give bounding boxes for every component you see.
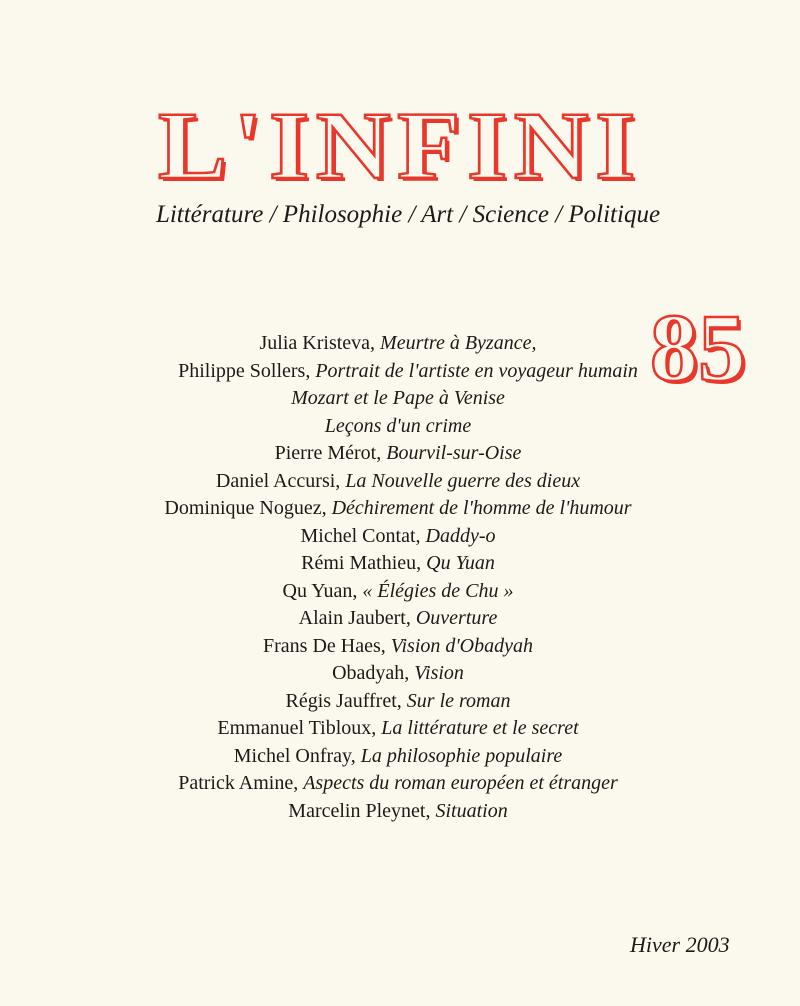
contents-entry: [0, 688, 796, 716]
contents-entry: [0, 495, 796, 523]
entry-work: La Nouvelle guerre des dieux: [345, 469, 581, 492]
contents-entry: [0, 578, 796, 606]
entry-author: Michel Contat,: [300, 524, 426, 547]
contents-entry: [0, 358, 796, 386]
entry-author: Frans De Haes,: [263, 634, 391, 657]
contents-entry: [0, 330, 796, 358]
entry-work: Leçons d'un crime: [324, 414, 472, 437]
entry-work: Déchirement de l'homme de l'humour: [331, 497, 632, 519]
contents-entry: [0, 440, 796, 468]
entry-author: Dominique Noguez,: [164, 497, 332, 519]
entry-work: Ouverture: [415, 607, 498, 629]
contents-entry: [0, 385, 796, 413]
table-of-contents: [0, 330, 796, 825]
entry-work: Vision d'Obadyah: [390, 634, 533, 657]
issue-number: 85: [650, 294, 746, 401]
entry-work: Meurtre à Byzance,: [380, 332, 537, 354]
entry-work: Sur le roman: [406, 689, 511, 712]
entry-author: Alain Jaubert,: [298, 607, 416, 629]
contents-entry: [0, 605, 796, 633]
entry-work: Aspects du roman européen et étranger: [303, 772, 618, 794]
entry-work: Portrait de l'artiste en voyageur humain: [315, 359, 638, 382]
entry-author: Pierre Mérot,: [274, 442, 387, 464]
contents-entry: [0, 633, 796, 661]
contents-entry: [0, 798, 796, 826]
entry-author: Marcelin Pleynet,: [288, 799, 436, 822]
entry-author: Qu Yuan,: [282, 579, 363, 602]
entry-work: Vision: [414, 662, 464, 684]
entry-author: Emmanuel Tibloux,: [217, 717, 382, 739]
entry-author: Julia Kristeva,: [259, 332, 381, 354]
entry-author: Philippe Sollers,: [178, 359, 316, 382]
entry-work: Situation: [435, 799, 508, 822]
magazine-title: L'INFINI: [158, 92, 642, 199]
contents-entry: [0, 743, 796, 771]
contents-entry: [0, 413, 796, 441]
entry-author: Patrick Amine,: [178, 772, 304, 794]
entry-work: Bourvil-sur-Oise: [386, 442, 522, 464]
issue-season: Hiver 2003: [630, 932, 730, 957]
entry-work: « Élégies de Chu »: [362, 579, 514, 602]
entry-author: Daniel Accursi,: [215, 469, 346, 492]
entry-author: Obadyah,: [332, 662, 415, 684]
entry-author: Rémi Mathieu,: [301, 552, 427, 574]
contents-entry: [0, 523, 796, 551]
contents-entry: [0, 660, 796, 688]
contents-entry: [0, 468, 796, 496]
entry-work: Qu Yuan: [426, 552, 495, 574]
entry-author: Régis Jauffret,: [285, 689, 407, 712]
contents-entry: [0, 715, 796, 743]
contents-entry: [0, 770, 796, 798]
entry-author: Michel Onfray,: [233, 744, 361, 767]
entry-work: La philosophie populaire: [360, 744, 563, 767]
entry-work: La littérature et le secret: [381, 717, 579, 739]
entry-work: Mozart et le Pape à Venise: [291, 387, 505, 409]
magazine-subtitle: Littérature / Philosophie / Art / Science / Politique: [155, 201, 661, 228]
contents-entry: [0, 550, 796, 578]
entry-work: Daddy-o: [425, 524, 496, 547]
